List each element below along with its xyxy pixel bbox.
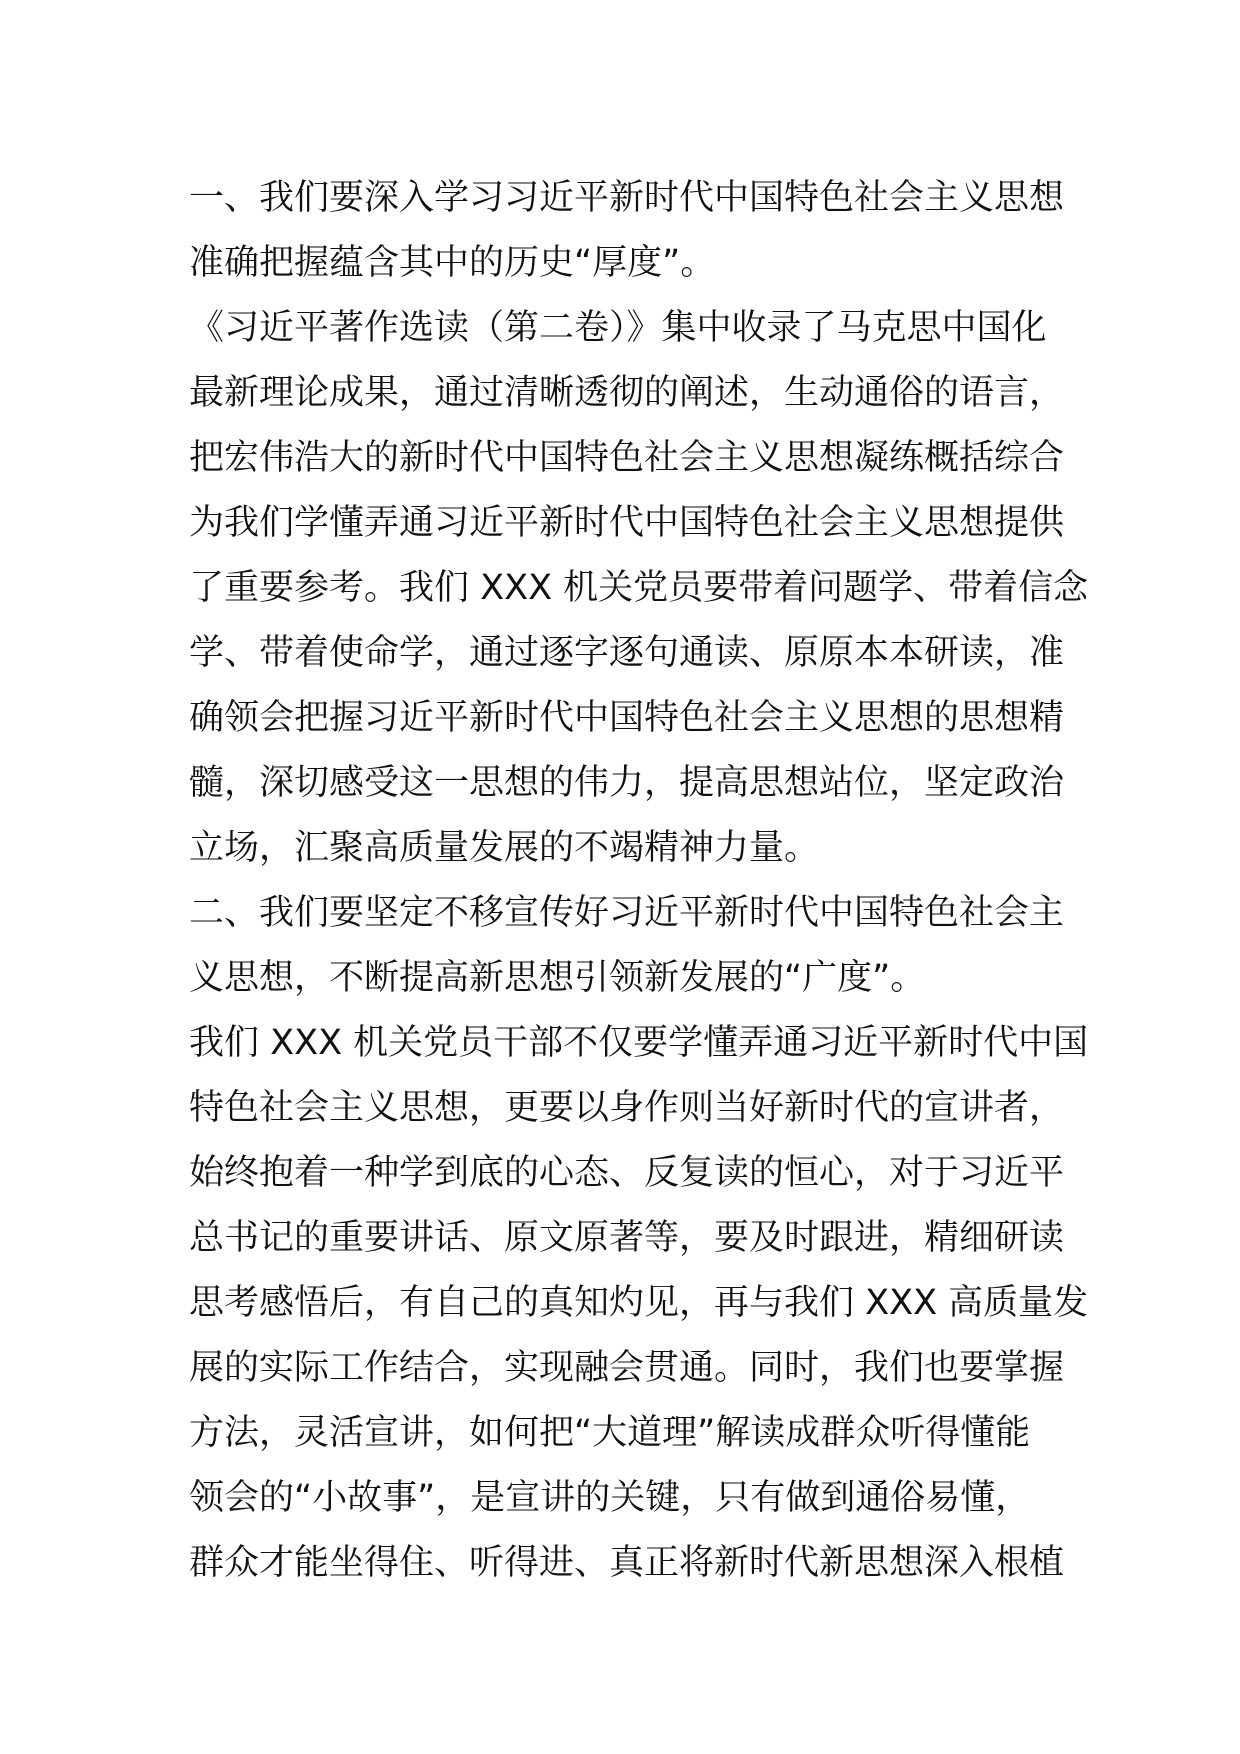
- paragraph-line: 始终抱着一种学到底的心态、反复读的恒心，对于习近平: [189, 1153, 1065, 1193]
- paragraph-line: 把宏伟浩大的新时代中国特色社会主义思想凝练概括综合: [189, 438, 1065, 478]
- heading-line-1: 一、我们要深入学习习近平新时代中国特色社会主义思想: [189, 178, 1065, 218]
- paragraph-line: 方法，灵活宣讲，如何把“大道理”解读成群众听得懂能: [189, 1413, 1031, 1453]
- paragraph-line: 思考感悟后，有自己的真知灼见，再与我们 XXX 高质量发: [189, 1283, 1089, 1323]
- paragraph-line: 我们 XXX 机关党员干部不仅要学懂弄通习近平新时代中国: [189, 1023, 1089, 1063]
- heading-line-1: 二、我们要坚定不移宣传好习近平新时代中国特色社会主: [189, 893, 1065, 933]
- paragraph-line: 展的实际工作结合，实现融会贯通。同时，我们也要掌握: [189, 1348, 1065, 1388]
- paragraph-line: 立场，汇聚高质量发展的不竭精神力量。: [189, 828, 820, 868]
- heading-line-2: 准确把握蕴含其中的历史“厚度”。: [189, 243, 716, 283]
- paragraph-line: 确领会把握习近平新时代中国特色社会主义思想的思想精: [189, 698, 1065, 738]
- paragraph-line: 总书记的重要讲话、原文原著等，要及时跟进，精细研读: [189, 1218, 1065, 1258]
- document-body: [189, 166, 1089, 1596]
- heading-line-2: 义思想，不断提高新思想引领新发展的“广度”。: [189, 958, 926, 998]
- paragraph-line: 特色社会主义思想，更要以身作则当好新时代的宣讲者，: [189, 1088, 1065, 1128]
- paragraph-line: 最新理论成果，通过清晰透彻的阐述，生动通俗的语言，: [189, 373, 1065, 413]
- paragraph-line: 《习近平著作选读（第二卷）》集中收录了马克思中国化: [189, 308, 1047, 348]
- paragraph-line: 髓，深切感受这一思想的伟力，提高思想站位，坚定政治: [189, 763, 1065, 803]
- paragraph-line: 领会的“小故事”，是宣讲的关键，只有做到通俗易懂，: [189, 1478, 1031, 1518]
- paragraph-line: 为我们学懂弄通习近平新时代中国特色社会主义思想提供: [189, 503, 1065, 543]
- paragraph-line: 群众才能坐得住、听得进、真正将新时代新思想深入根植: [189, 1543, 1065, 1583]
- paragraph-line: 学、带着使命学，通过逐字逐句通读、原原本本研读，准: [189, 633, 1065, 673]
- paragraph-line: 了重要参考。我们 XXX 机关党员要带着问题学、带着信念: [189, 568, 1089, 608]
